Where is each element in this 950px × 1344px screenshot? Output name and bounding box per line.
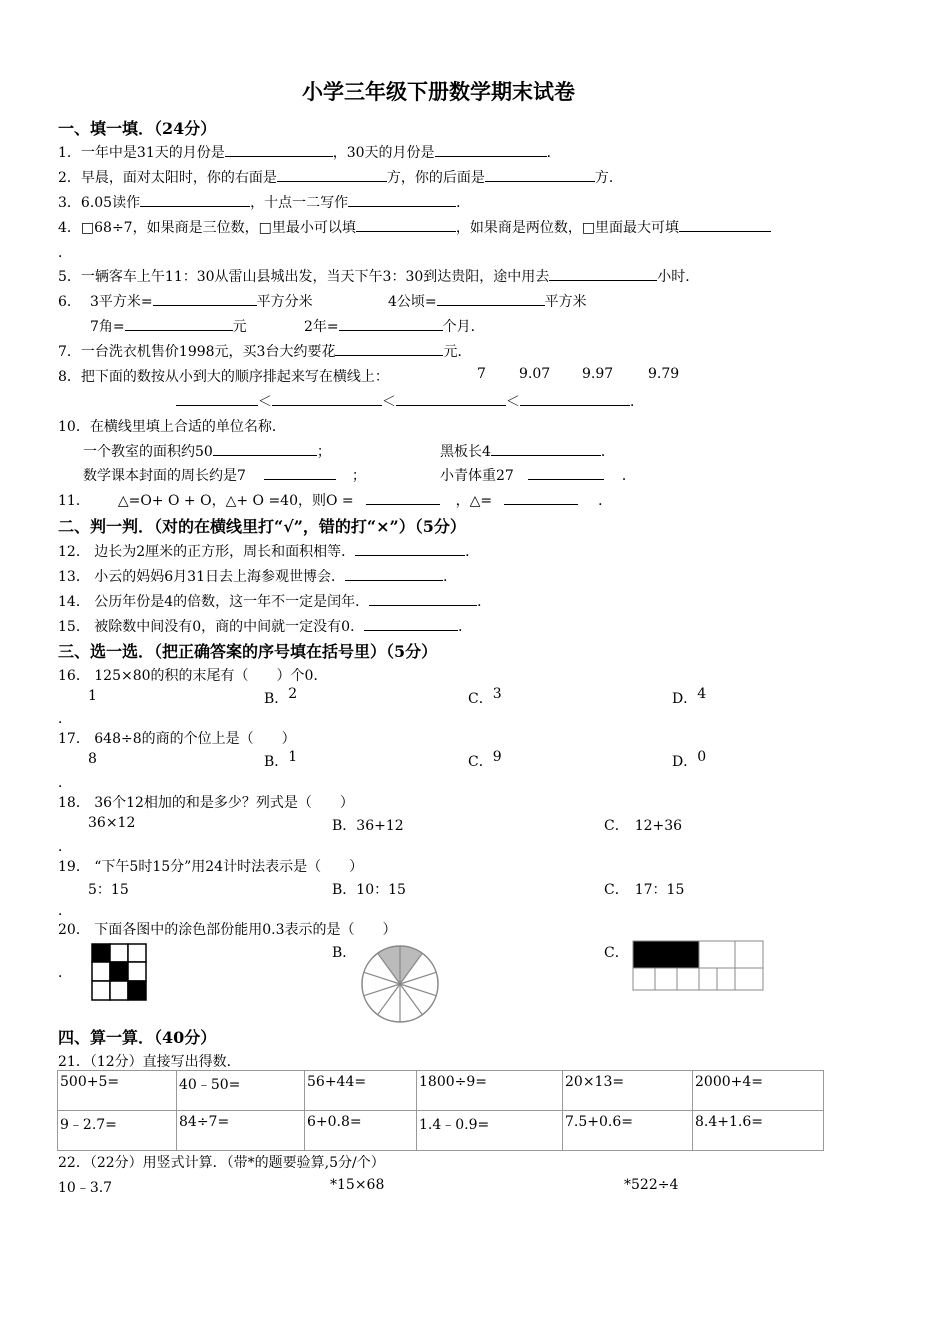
question-6b: 4公顷= 平方米 — [388, 291, 587, 311]
question-17: 17． 648÷8的商的个位上是（ ） — [58, 731, 296, 747]
option-c-label[interactable]: C． — [604, 945, 629, 961]
table-cell[interactable]: 8.4+1.6= — [693, 1111, 824, 1151]
question-2: 2．早晨，面对太阳时，你的右面是 方，你的后面是 方． — [58, 167, 623, 187]
answer-blank[interactable] — [485, 167, 595, 182]
question-8: 8．把下面的数按从小到大的顺序排起来写在横线上： — [58, 369, 389, 385]
answer-blank[interactable] — [125, 316, 233, 331]
answer-blank[interactable] — [369, 591, 477, 606]
answer-blank[interactable] — [437, 291, 545, 306]
answer-blank[interactable] — [277, 167, 387, 182]
answer-blank[interactable] — [153, 291, 257, 306]
answer-blank[interactable] — [679, 217, 771, 232]
option-b[interactable]: B．10：15 — [332, 882, 406, 898]
option-b[interactable]: B．36+12 — [332, 818, 404, 834]
table-cell[interactable]: 500+5= — [58, 1071, 177, 1111]
table-cell[interactable]: 1800÷9= — [417, 1071, 563, 1111]
section-heading-1: 一、填一填．（24分） — [58, 119, 217, 138]
table-cell[interactable]: 1.4﹣0.9= — [417, 1111, 563, 1151]
mental-math-table — [57, 1070, 824, 1151]
table-cell[interactable]: 2000+4= — [693, 1071, 824, 1111]
question-4-end: ． — [58, 245, 72, 261]
section-heading-4: 四、算一算．（40分） — [58, 1028, 217, 1047]
answer-blank[interactable] — [504, 490, 578, 505]
question-3: 3．6.05读作 ，十点一二写作 ． — [58, 192, 470, 212]
question-6c: 7角= 元 — [90, 316, 247, 336]
calc-item-3: *522÷4 — [624, 1177, 679, 1193]
question-14: 14． 公历年份是4的倍数，这一年不一定是闰年． ． — [58, 591, 491, 611]
answer-blank[interactable] — [520, 391, 630, 406]
question-15: 15． 被除数中间没有0，商的中间就一定没有0． ． — [58, 616, 472, 636]
table-cell[interactable]: 9﹣2.7= — [58, 1111, 177, 1151]
option-d[interactable]: D．4 — [672, 686, 707, 707]
question-6d: 2年= 个月． — [304, 316, 485, 336]
answer-blank[interactable] — [348, 192, 456, 207]
table-cell[interactable]: 7.5+0.6= — [563, 1111, 693, 1151]
question-11: 11． △=O+ O + O，△+ O =40，则O = ，△= ． — [58, 490, 612, 510]
answer-blank[interactable] — [272, 391, 382, 406]
question-20: 20． 下面各图中的涂色部份能用0.3表示的是（ ） — [58, 922, 397, 938]
answer-blank[interactable] — [225, 142, 333, 157]
question-12: 12． 边长为2厘米的正方形，周长和面积相等． ． — [58, 541, 479, 561]
answer-blank[interactable] — [396, 391, 506, 406]
question-18: 18． 36个12相加的和是多少？列式是（ ） — [58, 795, 354, 811]
question-19: 19． “下午5时15分”用24计时法表示是（ ） — [58, 859, 364, 875]
option-c[interactable]: C． 17：15 — [604, 882, 685, 898]
calc-item-2: *15×68 — [330, 1177, 385, 1193]
table-cell[interactable]: 6+0.8= — [305, 1111, 417, 1151]
answer-blank[interactable] — [345, 566, 443, 581]
stray-dot: ． — [58, 839, 72, 855]
answer-blank[interactable] — [356, 217, 456, 232]
question-6-label: 6． — [58, 294, 81, 310]
option-c[interactable]: C．9 — [468, 749, 502, 770]
answer-blank[interactable] — [528, 465, 604, 480]
question-10-line1b: 黑板长4 ． — [440, 441, 615, 461]
option-b[interactable]: B．1 — [264, 749, 298, 770]
number-4: 9.79 — [648, 366, 680, 382]
question-10-line2b: 小青体重27 ． — [440, 465, 636, 485]
table-cell[interactable]: 40﹣50= — [177, 1071, 305, 1111]
question-21: 21．（12分）直接写出得数． — [58, 1054, 241, 1070]
option-c[interactable]: C．3 — [468, 686, 502, 707]
option-c-rect-figure[interactable] — [632, 940, 764, 992]
option-c[interactable]: C． 12+36 — [604, 818, 683, 834]
table-cell[interactable]: 56+44= — [305, 1071, 417, 1111]
stray-dot: ． — [58, 903, 72, 919]
answer-blank[interactable] — [335, 341, 443, 356]
calc-item-1: 10﹣3.7 — [58, 1180, 113, 1196]
option-b[interactable]: B．2 — [264, 686, 298, 707]
section-heading-3: 三、选一选．（把正确答案的序号填在括号里）（5分） — [58, 642, 438, 661]
answer-blank[interactable] — [140, 192, 250, 207]
option-a[interactable]: 1 — [88, 688, 97, 704]
question-4: 4．□68÷7，如果商是三位数，□里最小可以填 ，如果商是两位数，□里面最大可填 — [58, 217, 771, 237]
stray-dot: ． — [58, 775, 72, 791]
question-10-line1a: 一个教室的面积约50 ； — [83, 441, 331, 461]
question-22: 22．（22分）用竖式计算．（带*的题要验算,5分/个） — [58, 1155, 385, 1171]
option-a[interactable]: 5：15 — [88, 882, 129, 898]
number-3: 9.97 — [582, 366, 614, 382]
stray-dot: ． — [58, 711, 72, 727]
page-title: 小学三年级下册数学期末试卷 — [302, 79, 575, 104]
stray-dot: ． — [58, 965, 72, 981]
option-b-label[interactable]: B． — [332, 945, 357, 961]
option-d[interactable]: D．0 — [672, 749, 707, 770]
question-5: 5．一辆客车上午11：30从雷山县城出发，当天下午3：30到达贵阳，途中用去 小时． — [58, 266, 699, 286]
answer-blank[interactable] — [264, 465, 336, 480]
question-1: 1．一年中是31天的月份是 ，30天的月份是 ． — [58, 142, 561, 162]
section-heading-2: 二、判一判．（对的在横线里打“√”，错的打“×”）（5分） — [58, 517, 466, 536]
option-a[interactable]: 36×12 — [88, 815, 136, 831]
option-a[interactable]: 8 — [88, 751, 97, 767]
question-10: 10．在横线里填上合适的单位名称． — [58, 419, 286, 435]
answer-blank[interactable] — [213, 441, 317, 456]
question-8-ordering: ＜ ＜ ＜ ． — [176, 391, 644, 411]
question-13: 13． 小云的妈妈6月31日去上海参观世博会． ． — [58, 566, 457, 586]
answer-blank[interactable] — [435, 142, 547, 157]
answer-blank[interactable] — [366, 490, 440, 505]
table-cell[interactable]: 20×13= — [563, 1071, 693, 1111]
answer-blank[interactable] — [549, 266, 657, 281]
option-b-circle-figure[interactable] — [360, 944, 440, 1024]
answer-blank[interactable] — [364, 616, 458, 631]
question-7: 7．一台洗衣机售价1998元，买3台大约要花 元． — [58, 341, 471, 361]
answer-blank[interactable] — [355, 541, 465, 556]
question-6a: 3平方米= 平方分米 — [90, 291, 313, 311]
option-a-grid-figure[interactable] — [91, 943, 147, 1001]
answer-blank[interactable] — [176, 391, 258, 406]
answer-blank[interactable] — [339, 316, 443, 331]
number-2: 9.07 — [519, 366, 551, 382]
table-cell[interactable]: 84÷7= — [177, 1111, 305, 1151]
answer-blank[interactable] — [491, 441, 601, 456]
number-1: 7 — [477, 366, 486, 382]
question-16: 16． 125×80的积的末尾有（ ）个0． — [58, 668, 328, 684]
question-10-line2a: 数学课本封面的周长约是7 ； — [83, 465, 366, 485]
